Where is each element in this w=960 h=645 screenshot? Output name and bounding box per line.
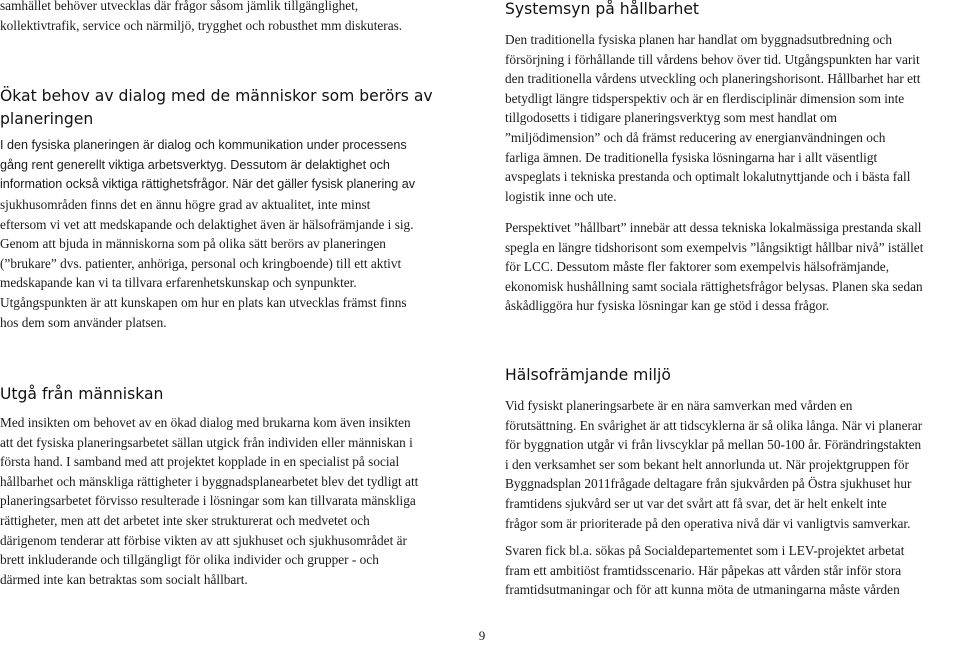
dialog-paragraph-serif — [0, 195, 470, 332]
human-paragraph — [0, 413, 470, 589]
system-paragraph-1-line: försörjning i förhållande till vårdens behov över tid. Utgångspunkten har varit — [505, 51, 920, 67]
system-paragraph-1-line: betydligt längre tidsperspektiv och är en flerdisciplinär dimension som inte — [505, 90, 905, 106]
section-heading-dialog-line: planeringen — [0, 110, 94, 128]
dialog-line-3: information också viktiga rättighetsfrågor. När det gäller fysisk planering av — [0, 177, 416, 192]
health-paragraph-1-line: Byggnadsplan 2011frågade deltagare från sjukvården på Östra sjukhuset hur — [505, 476, 912, 492]
dialog-line-9: Utgångspunkten är att kunskapen om hur en plats kan utvecklas främst finns — [0, 294, 407, 310]
dialog-line-1: I den fysiska planeringen är dialog och kommunikation under processens — [0, 138, 407, 152]
dialog-line-7: (”brukare” dvs. patienter, anhöriga, personal och kringboende) till ett aktivt — [0, 255, 402, 271]
human-paragraph-line: hållbarhet och mänskliga rättigheter i byggnadsplanearbetet blev det tydligt att — [0, 473, 419, 489]
dialog-line-10: hos dem som använder platsen. — [0, 314, 167, 330]
human-paragraph-line: rättigheter, men att det arbetet inte sker strukturerat och medvetet och — [0, 512, 370, 528]
human-paragraph-line: planeringsarbetet förvisso resulterade i lösningar som kan tillvarata mänskliga — [0, 493, 416, 509]
system-paragraph-1-line: den traditionella vårdens utveckling och planeringshorisont. Hållbarhet har ett — [505, 71, 921, 87]
system-paragraph-2-line: ekonomisk hushållning samt sociala rättighetsfrågor belysas. Planen ska sedan — [505, 278, 923, 294]
dialog-line-2: gång rent generellt viktiga arbetsverktyg. Dessutom är delaktighet och — [0, 157, 390, 172]
section-heading-system: Systemsyn på hållbarhet — [505, 0, 700, 18]
health-paragraph-1-line: frågor som är prioriterade på den operativa nivå där vi vanligtvis samverkar. — [505, 515, 911, 531]
dialog-line-8: medskapande kan vi ta tillvara erfarenhetskunskap och synpunkter. — [0, 275, 357, 291]
page-number: 9 — [478, 628, 486, 643]
system-paragraph-1-line: ”miljödimension” och då främst reducering av energianvändningen och — [505, 129, 886, 145]
intro-paragraph-line: samhället behöver utvecklas där frågor såsom jämlik tillgänglighet, — [0, 0, 359, 13]
system-paragraph-1-line: logistik inne och ute. — [505, 188, 617, 204]
intro-paragraph — [0, 0, 470, 35]
health-paragraph-2 — [505, 541, 960, 600]
health-paragraph-1-line: för byggnation utgår vi från livscyklar på mellan 50-100 år. Förändringstakten — [505, 437, 922, 453]
system-paragraph-1 — [505, 30, 960, 206]
system-paragraph-1-line: farliga ämnen. De traditionella fysiska lösningarna har i allt väsentligt — [505, 149, 878, 165]
health-paragraph-1-line: Vid fysiskt planeringsarbete är en nära samverkan med vården en — [505, 398, 853, 413]
section-heading-health: Hälsofrämjande miljö — [505, 366, 671, 384]
dialog-paragraph-sans — [0, 136, 470, 195]
section-heading-dialog-line: Ökat behov av dialog med de människor som berörs av — [0, 87, 433, 105]
system-paragraph-2-line: Perspektivet ”hållbart” innebär att dessa tekniska lokalmässiga prestanda skall — [505, 220, 922, 235]
system-paragraph-1-line: tillgodosetts i tidigare planeringsverktyg som mest handlat om — [505, 110, 838, 126]
health-paragraph-1-line: i den verksamhet ser som bekant helt annorlunda ut. När projektgruppen för — [505, 456, 909, 472]
health-paragraph-2-line: fram ett ambitiöst framtidsscenario. Här påpekas att vården står inför stora — [505, 562, 902, 578]
system-paragraph-1-line: Den traditionella fysiska planen har handlat om byggnadsutbredning och — [505, 32, 892, 47]
health-paragraph-1-line: framtidens sjukvård ser ut var det svårt att få svar, det är helt enkelt inte — [505, 495, 887, 511]
health-paragraph-1-line: förutsättning. En svårighet är att tidscyklerna är så olika långa. När vi planerar — [505, 417, 923, 433]
system-paragraph-2-line: för LCC. Dessutom måste fler faktorer som exempelvis hälsofrämjande, — [505, 259, 890, 275]
dialog-line-6: Genom att bjuda in människorna som på olika sätt berörs av planeringen — [0, 236, 386, 252]
health-paragraph-1 — [505, 396, 960, 533]
system-paragraph-2-line: spegla en längre tidshorisont som exempelvis ”långsiktigt hållbar nivå” istället — [505, 239, 924, 255]
system-paragraph-1-line: avspeglats i tekniska prestanda och optimalt lokalutnyttjande och i bästa fall — [505, 169, 911, 185]
human-paragraph-line: därmed inte kan betraktas som socialt hållbart. — [0, 571, 248, 587]
system-paragraph-2-line: åskådliggöra hur fysiska lösningar kan ge stöd i dessa frågor. — [505, 298, 830, 314]
health-paragraph-2-line: Svaren fick bl.a. sökas på Socialdepartementet som i LEV-projektet arbetat — [505, 543, 905, 558]
human-paragraph-line: första hand. I samband med att projektet kopplade in en specialist på social — [0, 454, 400, 470]
dialog-line-5: eftersom vi vet att medskapande och delaktighet även är hälsofrämjande i sig. — [0, 216, 414, 232]
intro-paragraph-line: kollektivtrafik, service och närmiljö, trygghet och robusthet mm diskuteras. — [0, 17, 403, 33]
human-paragraph-line: Med insikten om behovet av en ökad dialog med brukarna kom även insikten — [0, 415, 411, 430]
human-paragraph-line: brett inkluderande och tillgängligt för olika individer och grupper - och — [0, 552, 379, 568]
health-paragraph-2-line: framtidsutmaningar och för att kunna möta de utmaningarna måste vården — [505, 582, 900, 598]
human-paragraph-line: att det fysiska planeringsarbetet sällan utgick från individen eller människan i — [0, 434, 413, 450]
system-paragraph-2 — [505, 218, 960, 316]
human-paragraph-line: därigenom tenderar att förbise vikten av att sjukhuset och sjukhusområdet är — [0, 532, 407, 548]
dialog-line-4: sjukhusområden finns det en ännu högre grad av aktualitet, inte minst — [0, 197, 371, 212]
section-heading-dialog — [0, 85, 470, 131]
section-heading-human: Utgå från människan — [0, 385, 164, 403]
